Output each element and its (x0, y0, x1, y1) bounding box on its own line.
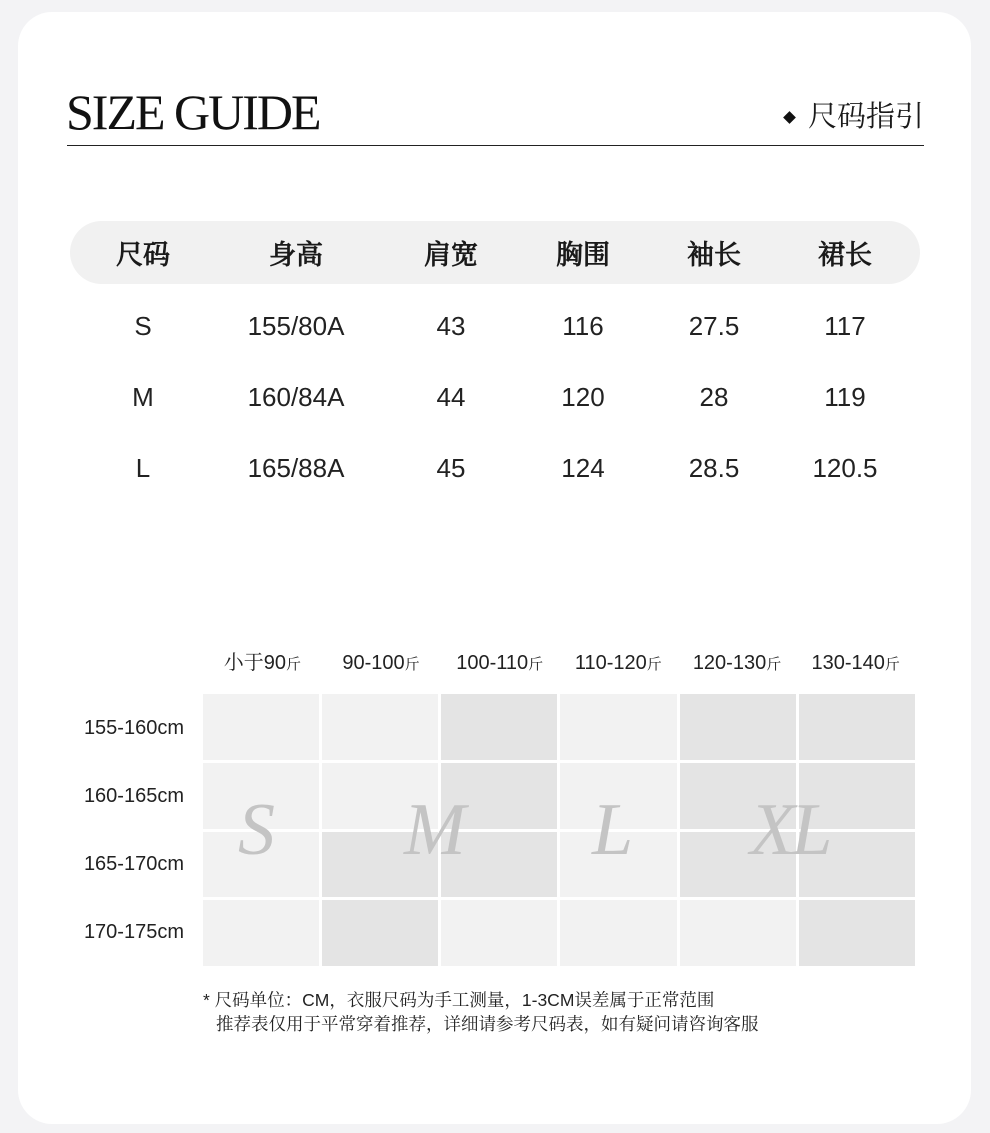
table-cell: 124 (561, 453, 605, 483)
grid-cell (680, 900, 796, 966)
size-table (70, 221, 920, 504)
table-cell: 165/88A (247, 453, 345, 483)
weight-unit: 斤 (766, 656, 782, 673)
height-labels (60, 694, 200, 966)
weight-header (203, 648, 915, 680)
grid-cell (203, 900, 319, 966)
weight-column-header (322, 648, 441, 680)
table-cell: 116 (562, 311, 604, 341)
weight-unit: 斤 (884, 656, 900, 673)
title-divider (67, 145, 924, 146)
table-cell: 155/80A (247, 311, 345, 341)
weight-unit: 斤 (646, 656, 662, 673)
size-label-m: M (404, 789, 462, 871)
footnote-line: * 尺码单位：CM，衣服尺码为手工测量，1-3CM误差属于正常范围 (203, 990, 715, 1010)
weight-column-header (678, 648, 797, 680)
table-row (70, 362, 920, 433)
column-header: 胸围 (556, 240, 610, 270)
height-row-label: 160-165cm (83, 785, 184, 807)
weight-column-header (796, 648, 915, 680)
weight-column-header (440, 648, 559, 680)
size-label-l: L (592, 789, 630, 871)
height-row-label: 170-175cm (83, 921, 184, 943)
table-row (70, 433, 920, 504)
grid-cell (560, 900, 676, 966)
weight-unit: 斤 (528, 656, 544, 673)
weight-unit: 斤 (285, 656, 301, 673)
grid-cell (322, 694, 438, 760)
grid-cell (799, 900, 915, 966)
column-header: 袖长 (687, 240, 741, 270)
grid-cell (322, 900, 438, 966)
size-label-s: S (238, 789, 271, 871)
table-cell: 117 (824, 311, 866, 341)
footnote-line: 推荐表仅用于平常穿着推荐，详细请参考尺码表，如有疑问请咨询客服 (216, 1014, 759, 1034)
size-label-xl: XL (750, 789, 829, 871)
size-table-header (70, 221, 920, 284)
page-subtitle (785, 98, 924, 136)
table-cell: 44 (436, 382, 466, 412)
table-cell: S (134, 311, 152, 341)
table-cell: 120 (561, 382, 605, 412)
table-cell: 120.5 (812, 453, 878, 483)
column-header: 身高 (269, 240, 323, 270)
height-row-label: 155-160cm (83, 717, 184, 739)
weight-range: 110-120 (574, 652, 647, 674)
grid-cell (680, 694, 796, 760)
column-header: 尺码 (116, 240, 170, 270)
grid-cell (560, 694, 676, 760)
footnote (203, 988, 923, 1036)
subtitle-text: 尺码指引 (807, 101, 924, 133)
grid-cell (203, 694, 319, 760)
weight-range: 100-110 (456, 652, 529, 674)
weight-column-header (203, 648, 322, 680)
table-cell: 43 (436, 311, 466, 341)
table-cell: 27.5 (688, 311, 740, 341)
weight-range: 小于90 (223, 652, 286, 674)
height-row-label: 165-170cm (83, 853, 184, 875)
column-header: 肩宽 (424, 240, 478, 270)
page-title: SIZE GUIDE (66, 84, 320, 140)
table-cell: 119 (824, 382, 866, 412)
table-cell: L (135, 453, 151, 483)
grid-cell (441, 900, 557, 966)
weight-range: 130-140 (811, 652, 885, 674)
table-cell: 160/84A (247, 382, 345, 412)
weight-range: 120-130 (692, 652, 767, 674)
table-cell: M (132, 382, 154, 412)
weight-unit: 斤 (404, 656, 420, 673)
table-cell: 45 (436, 453, 466, 483)
table-cell: 28 (699, 382, 729, 412)
table-cell: 28.5 (688, 453, 740, 483)
weight-column-header (559, 648, 678, 680)
table-row (70, 291, 920, 362)
column-header: 裙长 (818, 240, 872, 270)
grid-cell (799, 694, 915, 760)
grid-cell (441, 694, 557, 760)
diamond-icon (783, 111, 796, 124)
weight-range: 90-100 (342, 652, 405, 674)
